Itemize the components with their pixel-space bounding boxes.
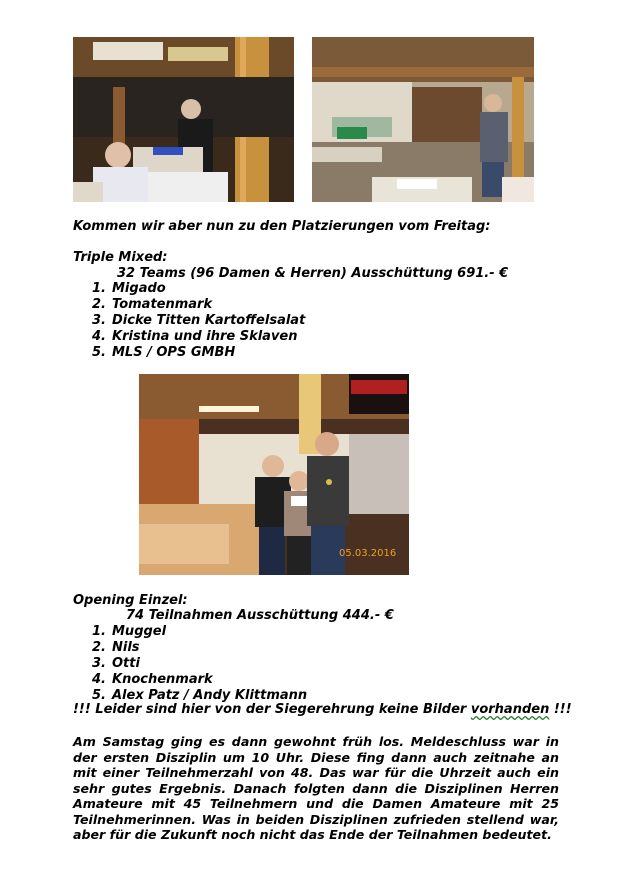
opening-einzel-ranking	[92, 624, 307, 704]
triple-mixed-title: Triple Mixed:	[73, 250, 168, 265]
no-pictures-note: !!! Leider sind hier von der Siegerehrung keine Bilder vorhanden !!!	[73, 702, 572, 717]
list-item: 1. Muggel	[92, 624, 167, 639]
list-item: 4. Kristina und ihre Sklaven	[92, 329, 298, 344]
photo-award-ceremony	[139, 374, 409, 575]
opening-einzel-info: 74 Teilnahmen Ausschüttung 444.- €	[126, 608, 394, 623]
list-item: 3. Otti	[92, 656, 140, 671]
heading-friday: Kommen wir aber nun zu den Platzierungen vom Freitag:	[73, 219, 491, 234]
list-item: 4. Knochenmark	[92, 672, 213, 687]
spellcheck-word: vorhanden	[470, 702, 550, 717]
saturday-paragraph: Am Samstag ging es dann gewohnt früh los. Meldeschluss war in der ersten Disziplin um 10 Uhr. Diese fing dann auch zeitnahe an mit einer Teilnehmerzahl von 48. Das war für die Uhrzeit auch ein sehr gutes Ergebnis. Danach folgten dann die Disziplinen Herren Amateure mit 45 Teilnehmern und die Damen Amateure mit 25 Teilnehmerinnen. Was in beiden Disziplinen zufrieden stellend war, aber für die Zukunft noch nicht das Ende der Teilnahmen bedeutet.	[73, 734, 559, 842]
triple-mixed-ranking	[92, 281, 305, 361]
list-item: 2. Nils	[92, 640, 140, 655]
opening-einzel-title: Opening Einzel:	[73, 593, 188, 608]
photo-hall-crowd	[73, 37, 294, 202]
photo-bar-area	[312, 37, 534, 202]
list-item: 5. MLS / OPS GMBH	[92, 345, 236, 360]
photo-date: 05.03.2016	[339, 548, 397, 559]
list-item: 5. Alex Patz / Andy Klittmann	[92, 688, 308, 703]
list-item: 3. Dicke Titten Kartoffelsalat	[92, 313, 306, 328]
list-item: 1. Migado	[92, 281, 166, 296]
list-item: 2. Tomatenmark	[92, 297, 213, 312]
triple-mixed-info: 32 Teams (96 Damen & Herren) Ausschüttung 691.- €	[117, 266, 509, 281]
